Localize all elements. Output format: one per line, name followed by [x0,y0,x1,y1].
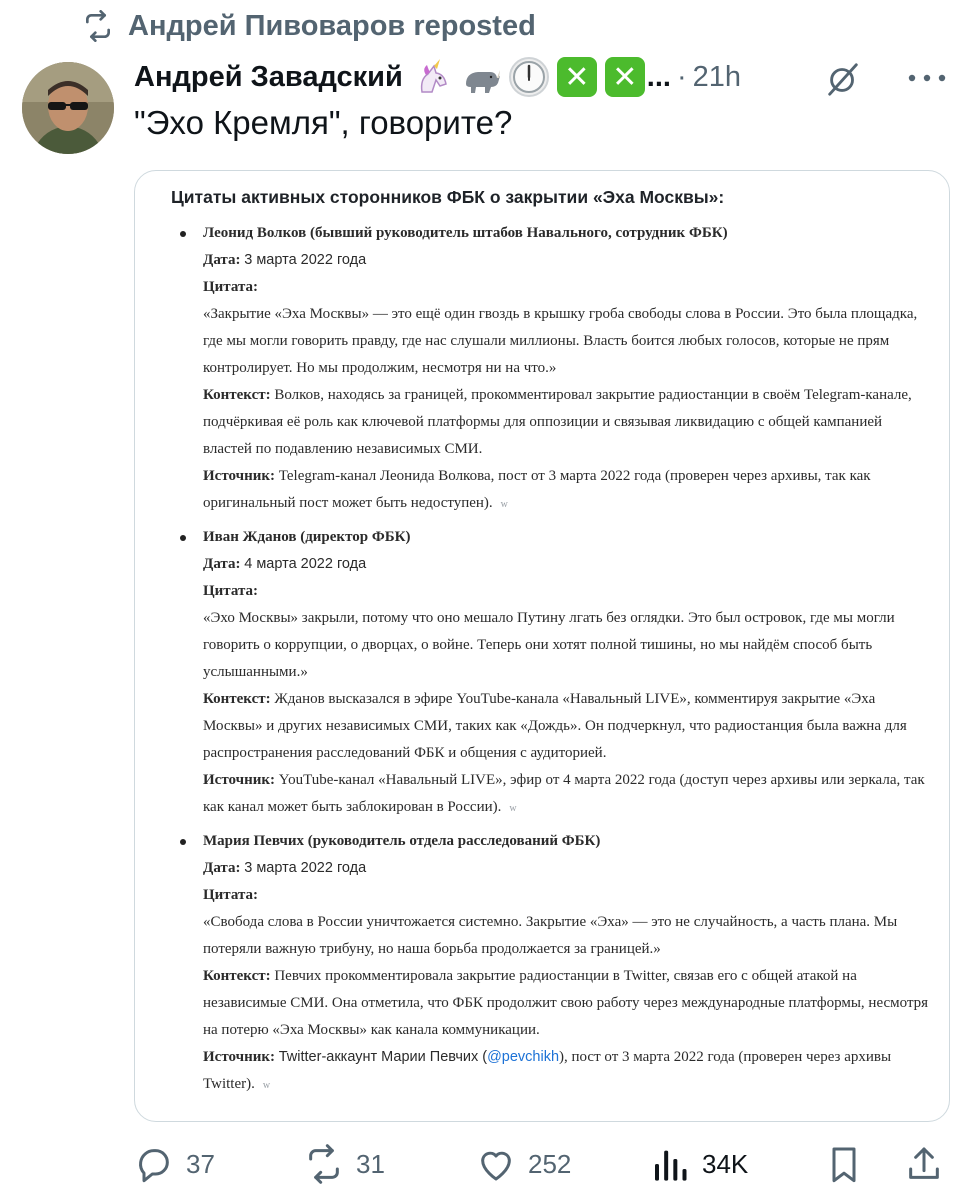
grok-icon[interactable] [824,60,862,98]
author-badges [413,57,645,97]
entry-quote-label: Цитата: [203,887,259,903]
post-text: "Эхо Кремля", говорите? [134,104,513,141]
image-title: Цитаты активных сторонников ФБК о закрытии «Эха Москвы»: [171,187,725,207]
repost-icon [82,10,114,42]
entry-date: Дата: 4 марта 2022 года [203,556,367,572]
unicorn-icon [413,57,453,97]
author-name[interactable]: Андрей Завадский [134,60,403,93]
quote-entry [171,220,929,518]
like-button[interactable] [476,1140,571,1188]
entry-quote-label: Цитата: [203,583,259,599]
entry-context: Контекст: Жданов высказался в эфире YouTube-канала «Навальный LIVE», комментируя закрытие «Эха Москвы» и других независимых СМИ, таких как «Дождь». Он подчеркнул, что радиостанция была важна для распространения расследований ФБК и общения с аудиторией. [203,691,907,761]
entry-source: Источник: Twitter-аккаунт Марии Певчих (@pevchikh), пост от 3 марта 2022 года (проверен через архивы Twitter). w [203,1049,892,1092]
badges-ellipsis: ... [646,60,671,93]
entry-source: Источник: YouTube-канал «Навальный LIVE», эфир от 4 марта 2022 года (доступ через архивы или зеркала, так как канал может быть заблокирован в России). w [203,772,925,815]
bullet [180,231,186,237]
share-icon [904,1144,944,1184]
quote-entry [171,524,929,822]
repost-count: 31 [356,1148,385,1179]
entry-source: Источник: Telegram-канал Леонида Волкова, пост от 3 марта 2022 года (проверен через архивы, так как оригинальный пост может быть недоступен). w [203,468,871,511]
repost-button[interactable] [304,1140,385,1188]
entry-context: Контекст: Волков, находясь за границей, прокомментировал закрытие радиостанции в своём Telegram-канале, подчёркивая её роль как ключевой платформы для оппозиции и связывая ликвидацию с общей кампанией властей по подавлению независимых СМИ. [203,387,912,457]
entry-name: Леонид Волков (бывший руководитель штабов Навального, сотрудник ФБК) [203,225,728,241]
views-chart-icon [650,1144,690,1184]
entry-name: Мария Певчих (руководитель отдела расследований ФБК) [203,833,601,849]
bullet [180,535,186,541]
entry-quote-label: Цитата: [203,279,259,295]
source-mark: w [262,1080,271,1091]
entry-date: Дата: 3 марта 2022 года [203,860,367,876]
repost-text[interactable]: Андрей Пивоваров reposted [128,9,536,42]
clock-icon [509,57,549,97]
repost-indicator[interactable] [82,6,536,46]
avatar[interactable] [22,62,114,154]
entry-quote: «Закрытие «Эха Москвы» — это ещё один гвоздь в крышку гроба свободы слова в России. Это была площадка, где мы могли говорить правду, где нас слушали миллионы. Власть боится любых голосов, которые не прям контролирует. Но мы продолжим, несмотря ни на что.» [203,306,918,376]
action-bar [134,1140,950,1188]
source-mark: w [500,499,508,510]
mention-link[interactable]: @pevchikh [487,1049,560,1065]
reply-count: 37 [186,1148,215,1179]
cross-mark-icon: ✕ [557,57,597,97]
rhino-icon [461,57,501,97]
cross-mark-icon: ✕ [605,57,645,97]
entry-context: Контекст: Певчих прокомментировала закрытие радиостанции в Twitter, связав его с общей атакой на независимые СМИ. Она отметила, что ФБК продолжит свою работу через международные платформы, несмотря на потерю «Эха Москвы» как канала коммуникации. [203,968,929,1038]
attached-image[interactable] [134,170,950,1122]
reply-icon [134,1144,174,1184]
bullet [180,839,186,845]
heart-icon [476,1144,516,1184]
entry-quote: «Свобода слова в России уничтожается системно. Закрытие «Эха» — это не случайность, а часть плана. Мы потеряли важную трибуну, но наша борьба продолжается за границей.» [203,914,898,957]
entry-name: Иван Жданов (директор ФБК) [203,529,411,545]
views-count: 34K [702,1148,749,1179]
more-options-icon[interactable] [904,68,950,88]
repost-icon [304,1144,344,1184]
like-count: 252 [528,1148,572,1179]
entry-quote: «Эхо Москвы» закрыли, потому что оно мешало Путину лгать без оглядки. Это был островок, где мы могли говорить о коррупции, о дворцах, о войне. Теперь они хотят полной тишины, но мы найдём способ быть услышанными.» [203,610,895,680]
separator-dot: · [676,60,687,93]
reply-button[interactable] [134,1140,215,1188]
bookmark-button[interactable] [824,1140,864,1188]
share-button[interactable] [904,1140,944,1188]
quote-entry [171,828,929,1099]
bookmark-icon [824,1144,864,1184]
avatar-image [22,62,114,154]
source-mark: w [509,803,517,814]
views-button[interactable] [650,1140,748,1188]
post-header [134,52,950,102]
post-time[interactable]: 21h [692,60,742,93]
entry-date: Дата: 3 марта 2022 года [203,252,367,268]
